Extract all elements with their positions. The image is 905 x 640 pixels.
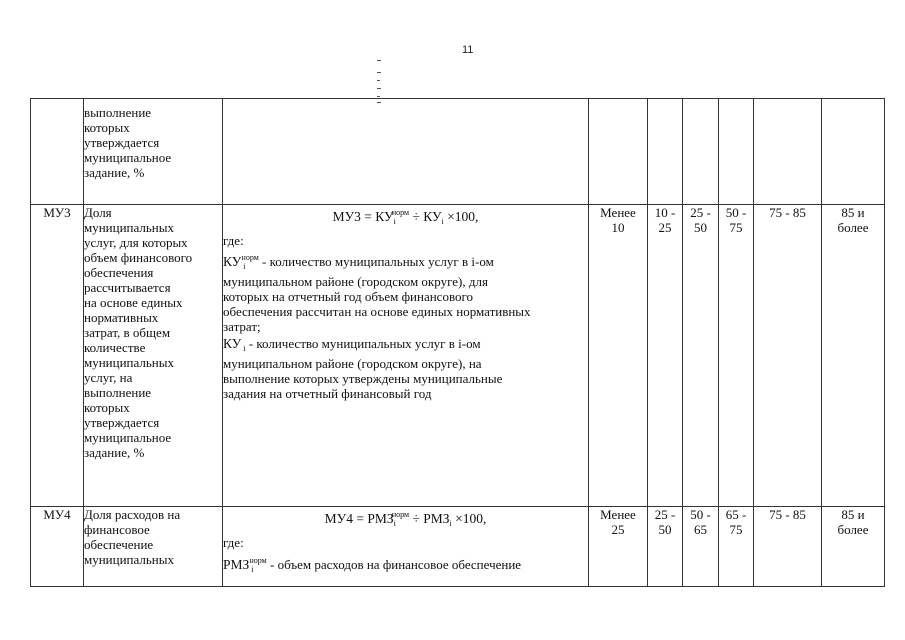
grade-cell bbox=[589, 99, 648, 205]
name-line: муниципальное bbox=[84, 150, 172, 165]
table-row-continuation bbox=[31, 99, 885, 205]
indicator-table bbox=[30, 98, 885, 587]
grade-cell: 85 и более bbox=[822, 205, 885, 507]
indicator-code-cell: МУ4 bbox=[31, 507, 84, 587]
name-line: выполнение bbox=[84, 105, 152, 120]
indicator-code-cell: МУ3 bbox=[31, 205, 84, 507]
formula-expression: $МУ3 = КУ_i^{норм} \div КУ_i \times 100$, bbox=[332, 208, 479, 226]
name-line: услуг, для которых bbox=[84, 235, 188, 250]
name-line: объем финансового bbox=[84, 250, 193, 265]
indicator-name-cell bbox=[84, 99, 223, 205]
name-line: рассчитывается bbox=[84, 280, 171, 295]
definition-line: муниципальном районе (городском округе), для bbox=[223, 274, 488, 289]
definition-line: выполнение которых утверждены муниципальные bbox=[223, 371, 503, 386]
name-line: муниципальных bbox=[84, 355, 175, 370]
table-row-mu4 bbox=[31, 507, 885, 587]
name-line: муниципальное bbox=[84, 430, 172, 445]
grade-cell: Менее 10 bbox=[589, 205, 648, 507]
page-number: 11 bbox=[462, 44, 474, 56]
grade-cell: 75 - 85 bbox=[754, 507, 822, 587]
definition-line: обеспечения рассчитан на основе единых нормативных bbox=[223, 304, 531, 319]
grade-cell: 25 - 50 bbox=[648, 507, 683, 587]
grade-cell: Менее 25 bbox=[589, 507, 648, 587]
formula-cell bbox=[223, 507, 589, 587]
name-line: муниципальных bbox=[84, 552, 175, 567]
grade-cell: 50 - 65 bbox=[683, 507, 719, 587]
formula-cell bbox=[223, 99, 589, 205]
indicator-code-cell bbox=[31, 99, 84, 205]
name-line: которых bbox=[84, 400, 130, 415]
name-line: Доля расходов на bbox=[84, 507, 181, 522]
formula-definition-1: РМЗ $_i^{норм}$ - объем расходов на финансовое обеспечение bbox=[223, 556, 522, 574]
name-line: которых bbox=[84, 120, 130, 135]
definition-line: затрат; bbox=[223, 319, 261, 334]
formula-cell bbox=[223, 205, 589, 507]
formula-where: где: bbox=[223, 535, 244, 550]
grade-cell: 65 - 75 bbox=[719, 507, 754, 587]
formula-where: где: bbox=[223, 233, 244, 248]
name-line: муниципальных bbox=[84, 220, 175, 235]
grade-cell: 75 - 85 bbox=[754, 205, 822, 507]
grade-cell: 50 - 75 bbox=[719, 205, 754, 507]
name-line: затрат, в общем bbox=[84, 325, 171, 340]
formula-expression: $МУ4 = РМЗ_i^{норм} \div РМЗ_i \times 100$, bbox=[324, 510, 487, 528]
grade-cell: 10 - 25 bbox=[648, 205, 683, 507]
name-line: нормативных bbox=[84, 310, 159, 325]
name-line: Доля bbox=[84, 205, 112, 220]
name-line: обеспечения bbox=[84, 265, 154, 280]
definition-line: муниципальном районе (городском округе), на bbox=[223, 356, 482, 371]
formula-definition-1: КУ $_i^{норм}$ - количество муниципальных услуг в i-ом bbox=[223, 253, 494, 271]
name-line: утверждается bbox=[84, 135, 160, 150]
grade-cell bbox=[754, 99, 822, 205]
name-line: задание, % bbox=[84, 445, 145, 460]
formula-definition-2: КУ $_i$ - количество муниципальных услуг в i-ом bbox=[223, 336, 481, 353]
indicator-name-cell bbox=[84, 507, 223, 587]
name-line: утверждается bbox=[84, 415, 160, 430]
name-line: обеспечение bbox=[84, 537, 154, 552]
grade-cell bbox=[648, 99, 683, 205]
table-row-mu3 bbox=[31, 205, 885, 507]
name-line: финансовое bbox=[84, 522, 150, 537]
definition-line: задания на отчетный финансовый год bbox=[223, 386, 432, 401]
grade-cell bbox=[822, 99, 885, 205]
definition-line: которых на отчетный год объем финансового bbox=[223, 289, 474, 304]
name-line: количестве bbox=[84, 340, 146, 355]
name-line: на основе единых bbox=[84, 295, 183, 310]
grade-cell: 25 - 50 bbox=[683, 205, 719, 507]
name-line: выполнение bbox=[84, 385, 152, 400]
name-line: услуг, на bbox=[84, 370, 133, 385]
grade-cell bbox=[719, 99, 754, 205]
indicator-name-cell bbox=[84, 205, 223, 507]
grade-cell bbox=[683, 99, 719, 205]
name-line: задание, % bbox=[84, 165, 145, 180]
grade-cell: 85 и более bbox=[822, 507, 885, 587]
